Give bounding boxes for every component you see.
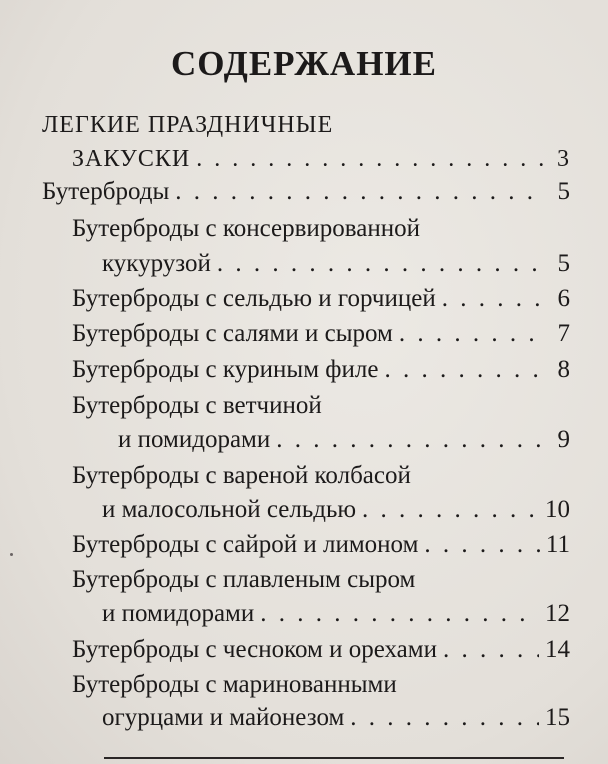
entry-title-cont: и помидорами bbox=[102, 600, 255, 627]
toc-entry bbox=[102, 496, 570, 536]
entry-title-cont: огурцами и майонезом bbox=[102, 704, 345, 731]
entry-title: Бутерброды с плавленым сыром bbox=[72, 566, 416, 593]
page-number: 5 bbox=[557, 250, 570, 277]
toc-entry bbox=[42, 178, 570, 218]
toc-entry bbox=[102, 250, 570, 290]
dot-leader bbox=[217, 250, 546, 278]
entry-title: Бутерброды с ветчиной bbox=[72, 392, 322, 419]
page-number: 3 bbox=[557, 146, 570, 172]
paper-speck bbox=[10, 553, 13, 556]
page-title: СОДЕРЖАНИЕ bbox=[170, 44, 437, 83]
dot-leader bbox=[443, 636, 539, 664]
page-number: 6 bbox=[557, 285, 570, 312]
bottom-rule bbox=[104, 757, 564, 759]
toc-entry bbox=[72, 285, 570, 325]
entry-title-cont: и малосольной сельдью bbox=[102, 496, 357, 523]
dot-leader bbox=[196, 146, 546, 173]
page-number: 15 bbox=[545, 704, 570, 731]
entry-title: Бутерброды с сельдью и горчицей bbox=[72, 285, 436, 312]
page-number: 12 bbox=[545, 600, 570, 627]
entry-title: Бутерброды с консервированной bbox=[72, 215, 421, 242]
dot-leader bbox=[362, 496, 539, 524]
page-number: 9 bbox=[557, 426, 570, 453]
toc-entry bbox=[102, 600, 570, 640]
entry-title: Бутерброды с вареной колбасой bbox=[72, 462, 411, 489]
entry-title: Бутерброды с сайрой и лимоном bbox=[72, 531, 419, 558]
dot-leader bbox=[399, 320, 546, 348]
page-number: 7 bbox=[557, 320, 570, 347]
dot-leader bbox=[175, 178, 546, 206]
entry-title-cont: и помидорами bbox=[118, 426, 271, 453]
dot-leader bbox=[276, 426, 546, 454]
dot-leader bbox=[350, 704, 539, 732]
entry-title: Бутерброды bbox=[42, 178, 170, 205]
dot-leader bbox=[260, 600, 539, 628]
page-number: 8 bbox=[557, 356, 570, 383]
section-title-line2: ЗАКУСКИ bbox=[72, 146, 191, 172]
entry-title: Бутерброды с чесноком и орехами bbox=[72, 636, 437, 663]
dot-leader bbox=[442, 285, 546, 313]
entry-title-cont: кукурузой bbox=[102, 250, 211, 277]
toc-entry bbox=[72, 531, 570, 571]
section-title-line1: ЛЕГКИЕ ПРАЗДНИЧНЫЕ bbox=[42, 112, 334, 138]
page-number: 14 bbox=[545, 636, 570, 663]
page-number: 11 bbox=[545, 531, 570, 558]
page-number: 5 bbox=[557, 178, 570, 205]
dot-leader bbox=[384, 356, 546, 384]
toc-entry bbox=[72, 320, 570, 360]
entry-title: Бутерброды с куриным филе bbox=[72, 356, 379, 383]
entry-title: Бутерброды с маринованными bbox=[72, 671, 397, 698]
toc-entry bbox=[118, 426, 570, 466]
toc-entry bbox=[102, 704, 570, 744]
toc-entry bbox=[72, 356, 570, 396]
entry-title: Бутерброды с салями и сыром bbox=[72, 320, 393, 347]
page-number: 10 bbox=[545, 496, 570, 523]
toc-entry bbox=[72, 636, 570, 676]
dot-leader bbox=[424, 531, 540, 559]
